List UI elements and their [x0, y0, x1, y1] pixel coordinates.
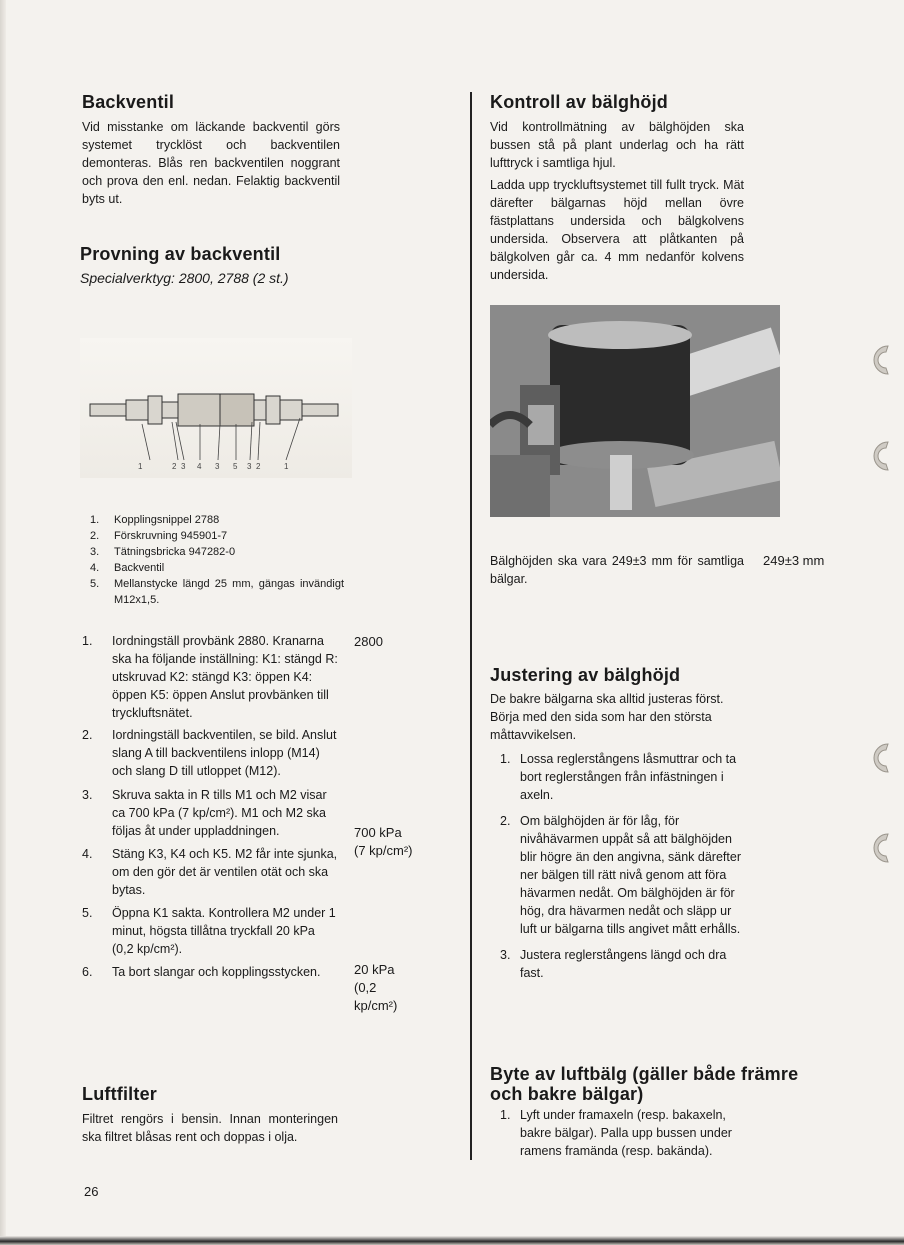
callout-3b: 3 [215, 462, 220, 471]
list-item: 4. Backventil [90, 562, 165, 574]
callout-1b: 1 [284, 462, 289, 471]
callout-3a: 3 [181, 462, 186, 471]
kontroll-p1: Vid kontrollmätning av bälghöjden ska bussen stå på plant underlag och ha rätt lufttryck i samtliga hjul. [490, 120, 744, 170]
special-tools-subtitle: Specialverktyg: 2800, 2788 (2 st.) [80, 270, 289, 286]
heading-luftfilter: Luftfilter [82, 1084, 157, 1104]
justering-intro: De bakre bälgarna ska alltid justeras först. Börja med den sida som har den största måttavvikelsen. [490, 692, 724, 742]
margin-note-249mm: 249±3 mm [763, 553, 825, 568]
margin-note-700kpa: 700 kPa (7 kp/cm²) [354, 825, 413, 858]
test-steps-list [82, 632, 338, 986]
heading-byte: Byte av luftbälg (gäller både främre och bakre bälgar) [490, 1064, 799, 1104]
callout-2b: 2 [256, 462, 261, 471]
backventil-text: Vid misstanke om läckande backventil görs systemet trycklöst och backventilen demonteras. Blås ren backventilen noggrant och prova den enl. nedan. Felaktig backventil byts ut. [82, 120, 340, 206]
list-item: 5. Mellanstycke längd 25 mm, gängas invändigt M12x1,5. [90, 578, 344, 606]
byte-steps-list [490, 1106, 746, 1166]
binder-hole-icon [866, 738, 896, 778]
justering-steps-list [490, 750, 746, 988]
page-edge [0, 0, 6, 1245]
step-item: 2. Om bälghöjden är för låg, för nivåhävarmen uppåt så att bälghöjden blir högre än den angivna, sänk därefter ner bälgen till rätt nivå genom att föra hävarmen nedåt. Om bälghöjden är för hög, dra hävarmen nedåt och släpp ur luft ur bälgarna tills angivet mått erhålls. [500, 814, 741, 936]
step-item: 5. Öppna K1 sakta. Kontrollera M2 under 1 minut, högsta tillåtna tryckfall 20 kPa (0,2 kp/cm²). [82, 906, 336, 956]
step-item: 2. Iordningställ backventilen, se bild. Anslut slang A till backventilens inlopp (M14) och slang D till utloppet (M12). [82, 728, 337, 778]
valve-assembly-figure [80, 338, 352, 478]
air-spring-photo [490, 305, 780, 517]
binder-hole-icon [866, 340, 896, 380]
list-item: 3. Tätningsbricka 947282-0 [90, 546, 236, 558]
kontroll-p2: Ladda upp tryckluftsystemet till fullt tryck. Mät därefter bälgarnas höjd mellan övre fästplattans undersida och bälgkolvens undersida. Observera att plåtkanten på bälgkolven går ca. 4 mm nedanför kolvens undersida. [490, 178, 744, 282]
binder-hole-icon [866, 828, 896, 868]
luftfilter-text: Filtret rengörs i bensin. Innan monteringen ska filtret blåsas rent och doppas i olja. [82, 1112, 338, 1144]
binder-hole-icon [866, 436, 896, 476]
heading-provning: Provning av backventil [80, 244, 281, 264]
step-item: 1. Lossa reglerstångens låsmuttrar och ta bort reglerstången från infästningen i axeln. [500, 752, 737, 802]
step-item: 3. Justera reglerstångens längd och dra fast. [500, 948, 727, 980]
step-item: 1. Lyft under framaxeln (resp. bakaxeln, bakre bälgar). Palla upp bussen under ramens framända (resp. bakända). [500, 1108, 732, 1158]
step-item: 1. Iordningställ provbänk 2880. Kranarna ska ha följande inställning: K1: stängd R: utskruvad K2: stängd K3: öppen K4: öppen K5: öppen Anslut provbänken till tryckluftsnätet. [82, 634, 338, 720]
margin-note-20kpa: 20 kPa (0,2 kp/cm²) [354, 962, 398, 1013]
page-number: 26 [84, 1184, 99, 1199]
callout-4: 4 [197, 462, 202, 471]
heading-kontroll: Kontroll av bälghöjd [490, 92, 668, 112]
column-divider [470, 92, 472, 1160]
step-item: 3. Skruva sakta in R tills M1 och M2 visar ca 700 kPa (7 kp/cm²). M1 och M2 ska följas åt under uppladdningen. [82, 788, 327, 838]
heading-justering: Justering av bälghöjd [490, 665, 681, 685]
valve-assembly-drawing [80, 338, 352, 478]
heading-backventil: Backventil [82, 92, 175, 112]
air-spring-illustration [490, 305, 780, 517]
callout-2a: 2 [172, 462, 177, 471]
page-bottom-edge [0, 1236, 904, 1245]
list-item: 1. Kopplingsnippel 2788 [90, 514, 220, 526]
step-item: 4. Stäng K3, K4 och K5. M2 får inte sjunka, om den gör det är ventilen otät och ska bytas. [82, 847, 338, 897]
callout-1a: 1 [138, 462, 143, 471]
callout-5: 5 [233, 462, 238, 471]
list-item: 2. Förskruvning 945901-7 [90, 530, 228, 542]
step-item: 6. Ta bort slangar och kopplingsstycken. [82, 965, 321, 979]
kontroll-p3: Bälghöjden ska vara 249±3 mm för samtliga bälgar. [490, 554, 744, 586]
margin-note-2800: 2800 [354, 634, 383, 649]
parts-list [90, 512, 344, 608]
callout-3c: 3 [247, 462, 252, 471]
